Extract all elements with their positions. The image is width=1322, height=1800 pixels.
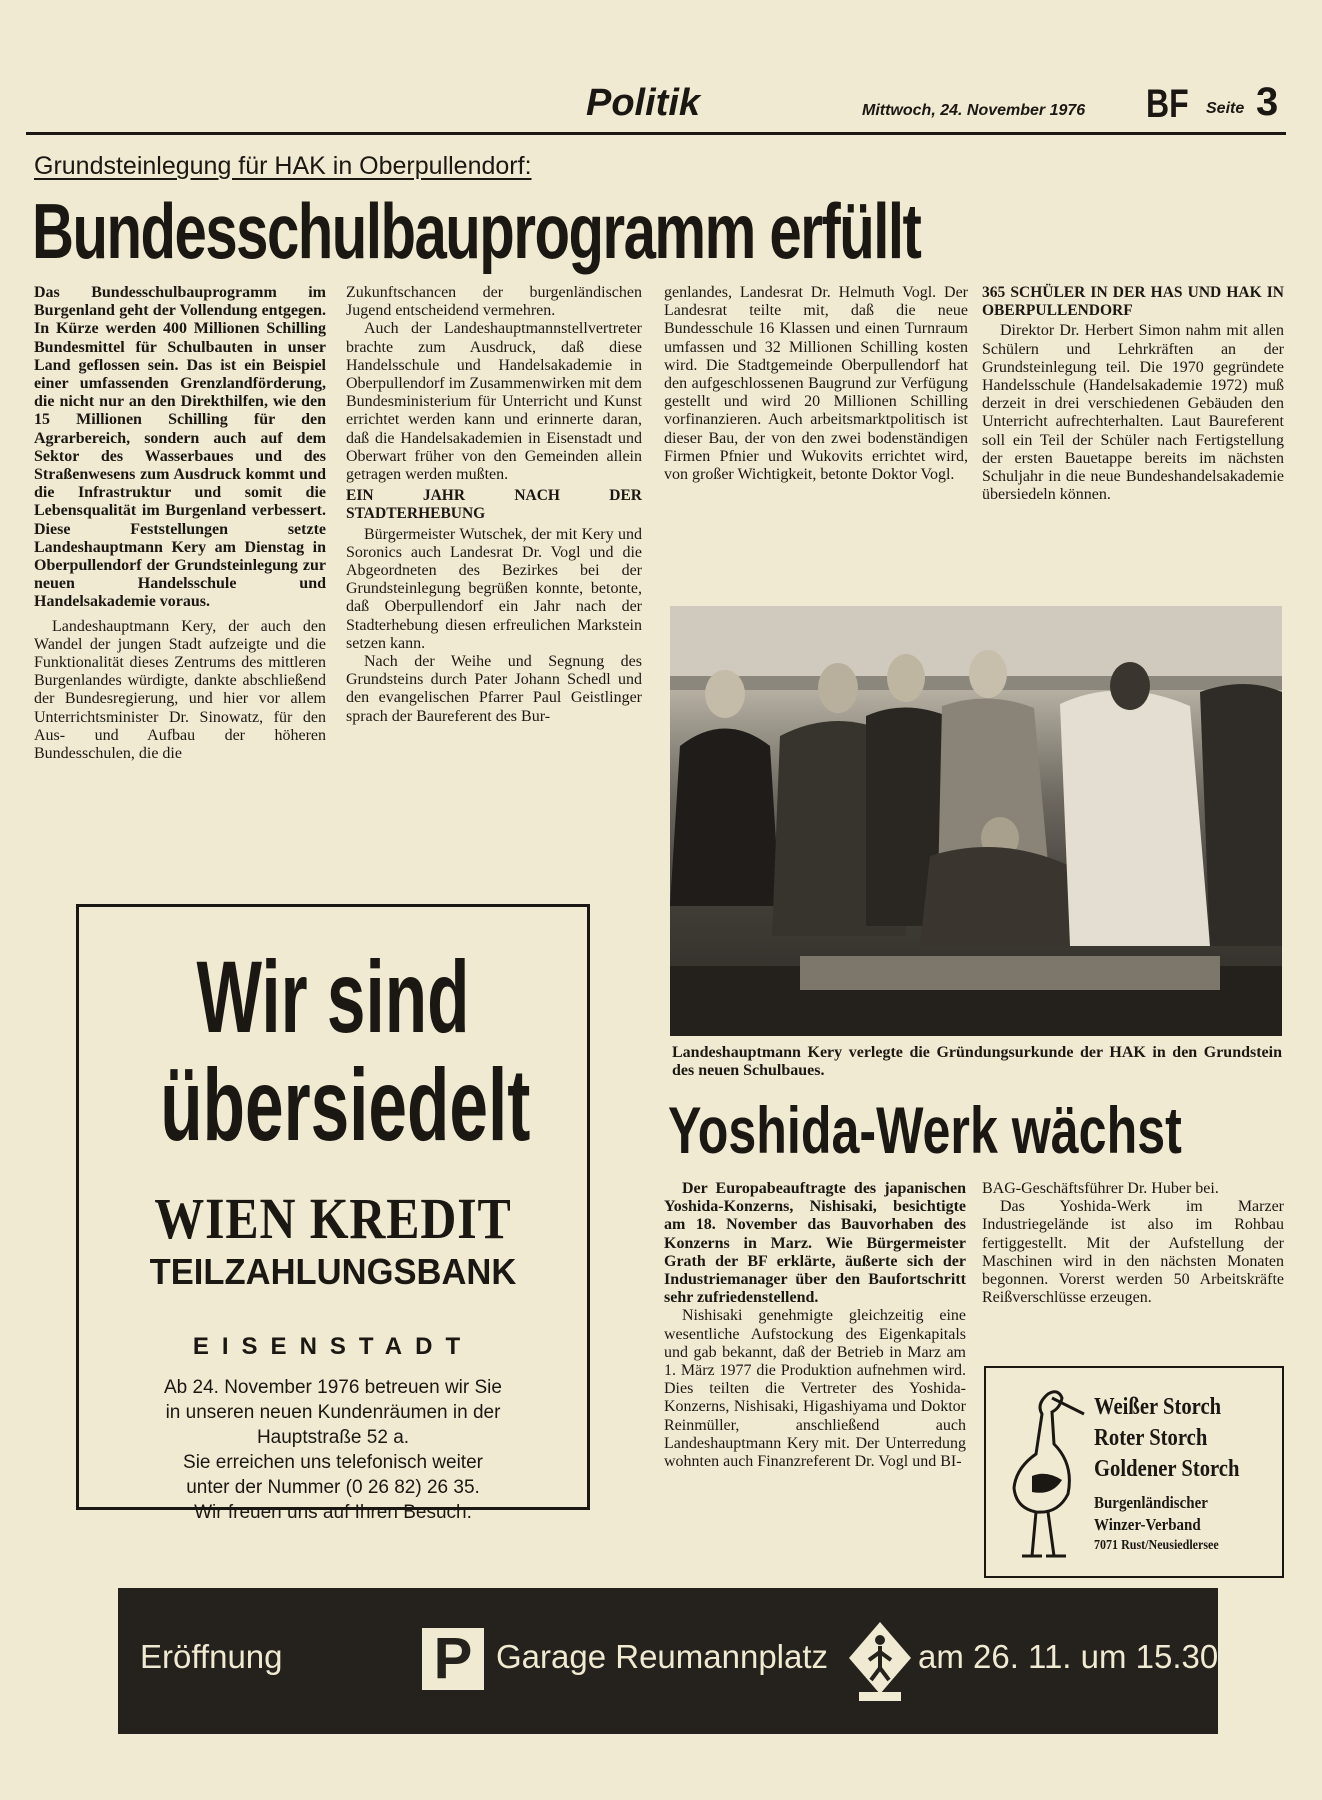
ceremony-photo	[670, 606, 1282, 1036]
issue-date: Mittwoch, 24. November 1976	[862, 102, 1086, 119]
ad-slogan-line: Wir sind	[196, 940, 470, 1054]
article2-lead: Der Europabeauftragte des japanischen Yoshida-Konzerns, Nishisaki, besichtigte am 18. November das Bauvorhaben des Konzerns in Marz. Wie Bürgermeister Grath der BF erklärte, äußerte sich der Industriemanager über den Baufortschritt sehr zufriedenstellend.	[664, 1180, 966, 1307]
article2-column-2	[982, 1180, 1284, 1307]
bank-name: WIEN KREDIT	[154, 1186, 512, 1251]
garage-banner	[118, 1588, 1281, 1734]
ad-body-text	[109, 1375, 557, 1525]
article-kicker: Grundsteinlegung für HAK in Oberpullendorf:	[34, 152, 532, 180]
bank-city: EISENSTADT	[192, 1333, 474, 1360]
article2-paragraph: BAG-Geschäftsführer Dr. Huber bei.	[982, 1180, 1219, 1197]
article-paragraph: Zukunftschancen der burgenländischen Jugend entscheidend vermehren.	[346, 284, 642, 320]
article-paragraph: Nach der Weihe und Segnung des Grundsteins durch Pater Johann Schedl und den evangelischen Pfarrer Paul Geistlinger sprach der Baureferent des Bur-	[346, 653, 642, 725]
ad-text-line: Hauptstraße 52 a.	[256, 1427, 410, 1448]
article2-paragraph: Das Yoshida-Werk im Marzer Industriegelände ist also im Rohbau fertiggestellt. Mit der Aufstellung der Maschinen wird in den nächsten Monaten begonnen. Vorerst werden 50 Arbeitskräfte Reißverschlüsse erzeugen.	[982, 1198, 1284, 1307]
banner-date-time: am 26. 11. um 15.30 Uhr	[918, 1638, 1281, 1675]
article-column-1	[34, 284, 326, 763]
ad-slogan	[160, 940, 531, 1162]
ad-slogan-line: übersiedelt	[160, 1048, 531, 1162]
page-label: Seite	[1206, 100, 1245, 117]
article-column-4	[982, 284, 1284, 504]
ad-text-line: Sie erreichen uns telefonisch weiter	[183, 1452, 483, 1473]
storch-address: 7071 Rust/Neusiedlersee	[1094, 1538, 1219, 1553]
org-name-line: Burgenländischer	[1094, 1493, 1208, 1512]
pedestrian-zone-icon	[845, 1618, 915, 1702]
article-paragraph: Landeshauptmann Kery, der auch den Wandel der jungen Stadt aufzeigte und die Funktionalität dieses Zentrums des mittleren Burgenlandes würdigte, dankte abschließend der Bundesregierung, und hier vor allem Unterrichtsminister Dr. Sinowatz, für den Aus- und Aufbau der höheren Bundesschulen, die die	[34, 617, 326, 763]
article-paragraph: Bürgermeister Wutschek, der mit Kery und Soronics auch Landesrat Dr. Vogl und die Abgeordneten des Bezirkes bei der Grundsteinlegung begrüßen konnte, betonte, daß Oberpullendorf ein Jahr nach der Stadterhebung diesen erfreulichen Markstein setzen kann.	[346, 525, 642, 652]
brand-name: Goldener Storch	[1094, 1456, 1240, 1482]
article2-headline: Yoshida-Werk wächst	[668, 1093, 1182, 1167]
section-title: Politik	[586, 82, 701, 124]
storch-ad	[984, 1366, 1284, 1578]
article2-column-1	[664, 1180, 966, 1471]
ad-text-line: Wir freuen uns auf Ihren Besuch.	[194, 1502, 472, 1523]
article-subheading: 365 SCHÜLER IN DER HAS UND HAK IN OBERPULLENDORF	[982, 284, 1284, 320]
banner-garage-name: Garage Reumannplatz	[496, 1638, 829, 1675]
article-paragraph: Direktor Dr. Herbert Simon nahm mit allen Schülern und Lehrkräften an der Grundsteinlegung teil. Die 1970 gegründete Handelsschule (Handelsakademie 1972) muß derzeit in drei verschiedenen Gebäuden den Unterricht aufrechterhalten. Laut Baureferent soll ein Teil der Schüler nach Fertigstellung der ersten Bauetappe bereits im nächsten Schuljahr in die neue Bundeshandelsakademie übersiedeln können.	[982, 322, 1284, 504]
ad-text-line: in unseren neuen Kundenräumen in der	[165, 1402, 501, 1423]
article2-paragraph: Nishisaki genehmigte gleichzeitig eine wesentliche Aufstockung des Eigenkapitals und gab bekannt, daß der Betrieb in Marz am 1. März 1977 die Produktion aufnehmen wird. Dies teilten die Vertreter des Yoshida-Konzerns, Nishisaki, Higashiyama und Doktor Reinmüller, anschließend auch Landeshauptmann Kery mit. Der Unterredung wohnten auch Finanzreferent Dr. Vogl und BI-	[664, 1307, 966, 1471]
bank-subtitle: TEILZAHLUNGSBANK	[149, 1251, 517, 1292]
article-column-3	[664, 284, 968, 484]
brand-name: Weißer Storch	[1094, 1394, 1222, 1420]
article-lead: Das Bundesschulbauprogramm im Burgenland geht der Vollendung entgegen. In Kürze werden 400 Millionen Schilling Bundesmittel für Schulbauten in unser Land geflossen sein. Das ist ein Beispiel einer umfassenden Grenzlandförderung, die nicht nur an den Direkthilfen, wie den 15 Millionen Schilling für den Agrarbereich, sondern auch auf dem Sektor des Wasserbaues und des Straßenwesens zum Ausdruck kommt und die Infrastruktur und somit die Lebensqualität im Burgenland verbessert. Diese Feststellungen setzte Landeshauptmann Kery am Dienstag in Oberpullendorf der Grundsteinlegung zur neuen Handelsschule und Handelsakademie voraus.	[34, 284, 326, 611]
article-headline: Bundesschulbauprogramm erfüllt	[32, 187, 921, 275]
ad-text-line: unter der Nummer (0 26 82) 26 35.	[186, 1477, 480, 1498]
parking-icon: P	[422, 1628, 484, 1690]
photo-caption: Landeshauptmann Kery verlegte die Gründungsurkunde der HAK in den Grundstein des neuen Schulbaues.	[672, 1044, 1282, 1079]
winzer-verband	[1094, 1492, 1208, 1536]
header-rule	[26, 132, 1286, 135]
article-paragraph: genlandes, Landesrat Dr. Helmuth Vogl. Der Landesrat teilte mit, daß die neue Bundesschule 16 Klassen und einen Turnraum umfassen und 32 Millionen Schilling kosten wird. Die Stadtgemeinde Oberpullendorf hat den aufgeschlossenen Baugrund zur Verfügung gestellt und wird 20 Millionen Schilling vorfinanzieren. Auch arbeitsmarktpolitisch ist dieser Bau, der von den zwei bodenständigen Firmen Pfnier und Wukovits errichtet wird, von großer Wichtigkeit, betonte Doktor Vogl.	[664, 284, 968, 484]
photo-figures	[670, 606, 1282, 1036]
article-subheading: EIN JAHR NACH DER STADTERHEBUNG	[346, 487, 642, 523]
newspaper-logo: BF	[1146, 82, 1189, 126]
ad-text-line: Ab 24. November 1976 betreuen wir Sie	[164, 1377, 502, 1398]
banner-opening-text: Eröffnung	[140, 1638, 283, 1675]
article-column-2	[346, 284, 642, 726]
wien-kredit-ad	[76, 904, 590, 1523]
stork-icon	[996, 1384, 1086, 1564]
storch-brands	[1094, 1392, 1239, 1485]
article-paragraph: Auch der Landeshauptmannstellvertreter brachte zum Ausdruck, daß diese Handelsschule und Handelsakademie in Oberpullendorf im Zusammenwirken mit dem Bundesministerium für Unterricht und Kunst errichtet werden kann und erinnerte daran, daß die Handelsakademien in Eisenstadt und Oberwart früher von den Gemeinden allein getragen werden mußten.	[346, 320, 642, 484]
org-name-line: Winzer-Verband	[1094, 1515, 1201, 1534]
page-number: 3	[1256, 80, 1279, 124]
brand-name: Roter Storch	[1094, 1425, 1208, 1451]
